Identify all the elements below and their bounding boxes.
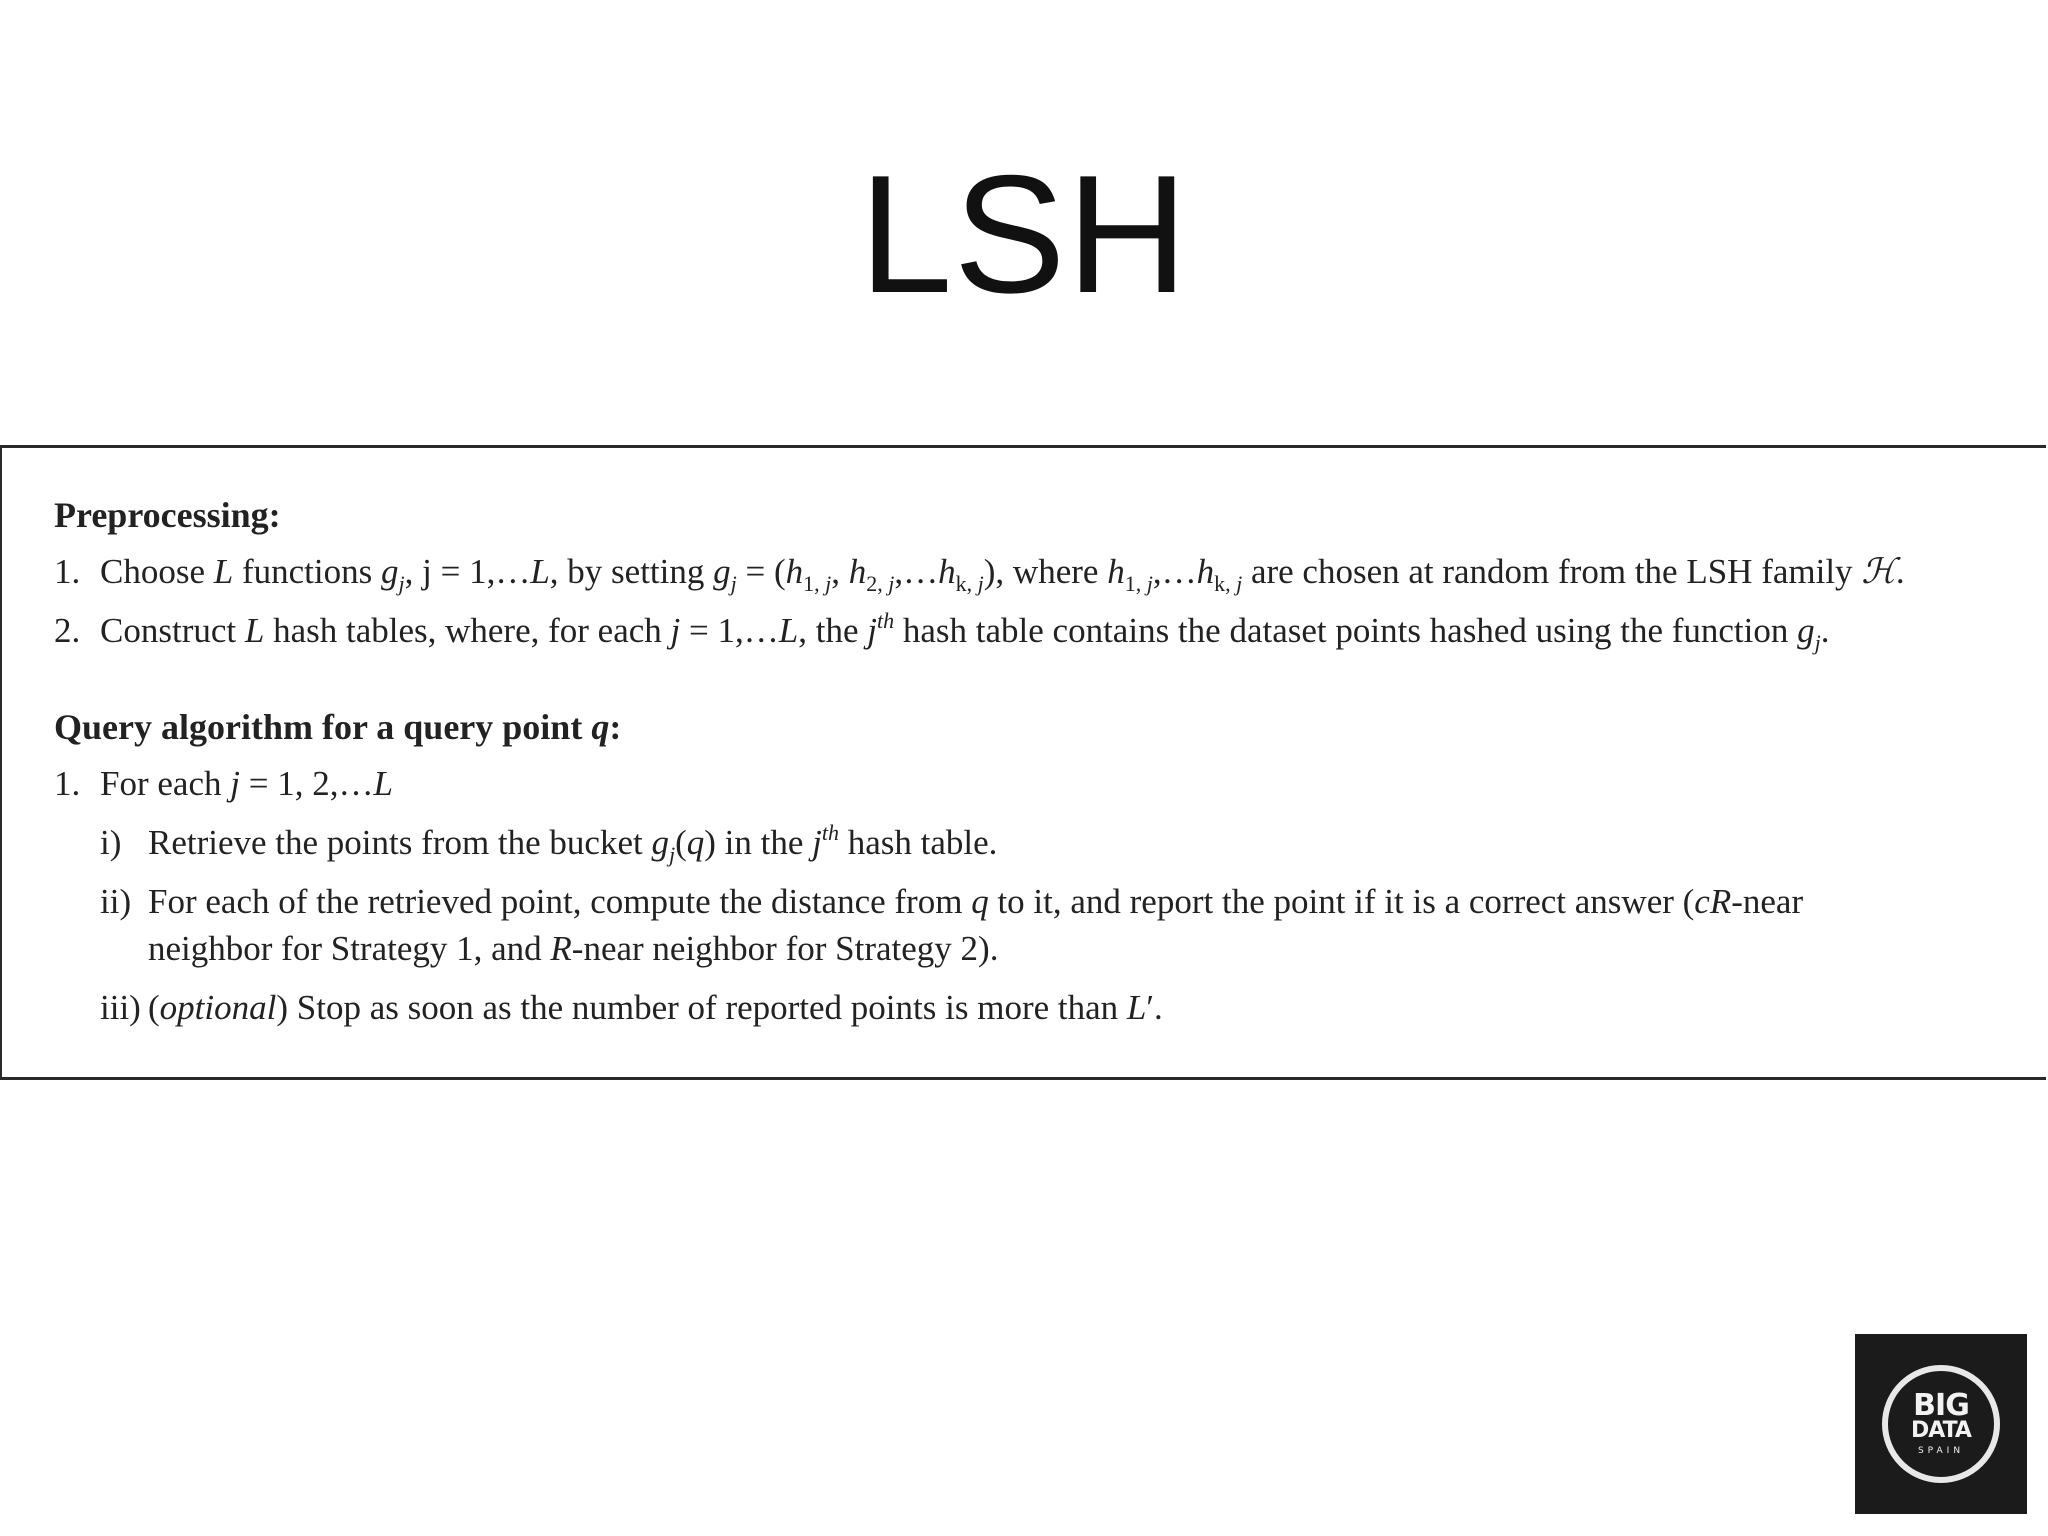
- step-text: Construct L hash tables, where, for each j = 1,…L, the $j^{th}$ hash table contains the dataset points hashed using the function $g_j$.: [100, 608, 1830, 655]
- algorithm-box: [0, 445, 2046, 1080]
- step-number: 1.: [54, 552, 81, 591]
- substep-text: neighbor for Strategy 1, and R-near neighbor for Strategy 2).: [148, 929, 999, 968]
- step-number: 1.: [54, 764, 81, 803]
- substep-text: For each of the retrieved point, compute the distance from q to it, and report the point if it is a correct answer (cR-near: [148, 882, 1804, 921]
- substep-number: ii): [100, 882, 132, 921]
- step-number: 2.: [54, 611, 81, 650]
- step-text: For each j = 1, 2,…L: [100, 764, 393, 803]
- substep-text: Retrieve the points from the bucket $g_j(q)$ in the $j^{th}$ hash table.: [148, 820, 998, 867]
- logo-text-big: BIG: [1913, 1388, 1969, 1423]
- slide-title: LSH: [859, 140, 1189, 328]
- substep-number: iii): [100, 988, 141, 1027]
- query-heading: Query algorithm for a query point q:: [54, 707, 622, 747]
- logo-ring: [1882, 1365, 2000, 1483]
- step-text: Choose L functions $g_j$, j = 1,…L, by setting $g_j = (h_{1, j}$, $h_{2, j},\dots h_{k, j}$), where $h_{1, j},\dots h_{k, j}$ are chosen at random from the LSH family ℋ.: [100, 552, 1905, 596]
- logo-text-data: DATA: [1911, 1418, 1971, 1443]
- big-data-spain-logo: [1855, 1334, 2027, 1514]
- preprocessing-heading: Preprocessing:: [54, 495, 281, 535]
- substep-text: (optional) Stop as soon as the number of reported points is more than L′.: [148, 988, 1163, 1027]
- logo-text-spain: SPAIN: [1917, 1446, 1965, 1456]
- substep-number: i): [100, 823, 122, 862]
